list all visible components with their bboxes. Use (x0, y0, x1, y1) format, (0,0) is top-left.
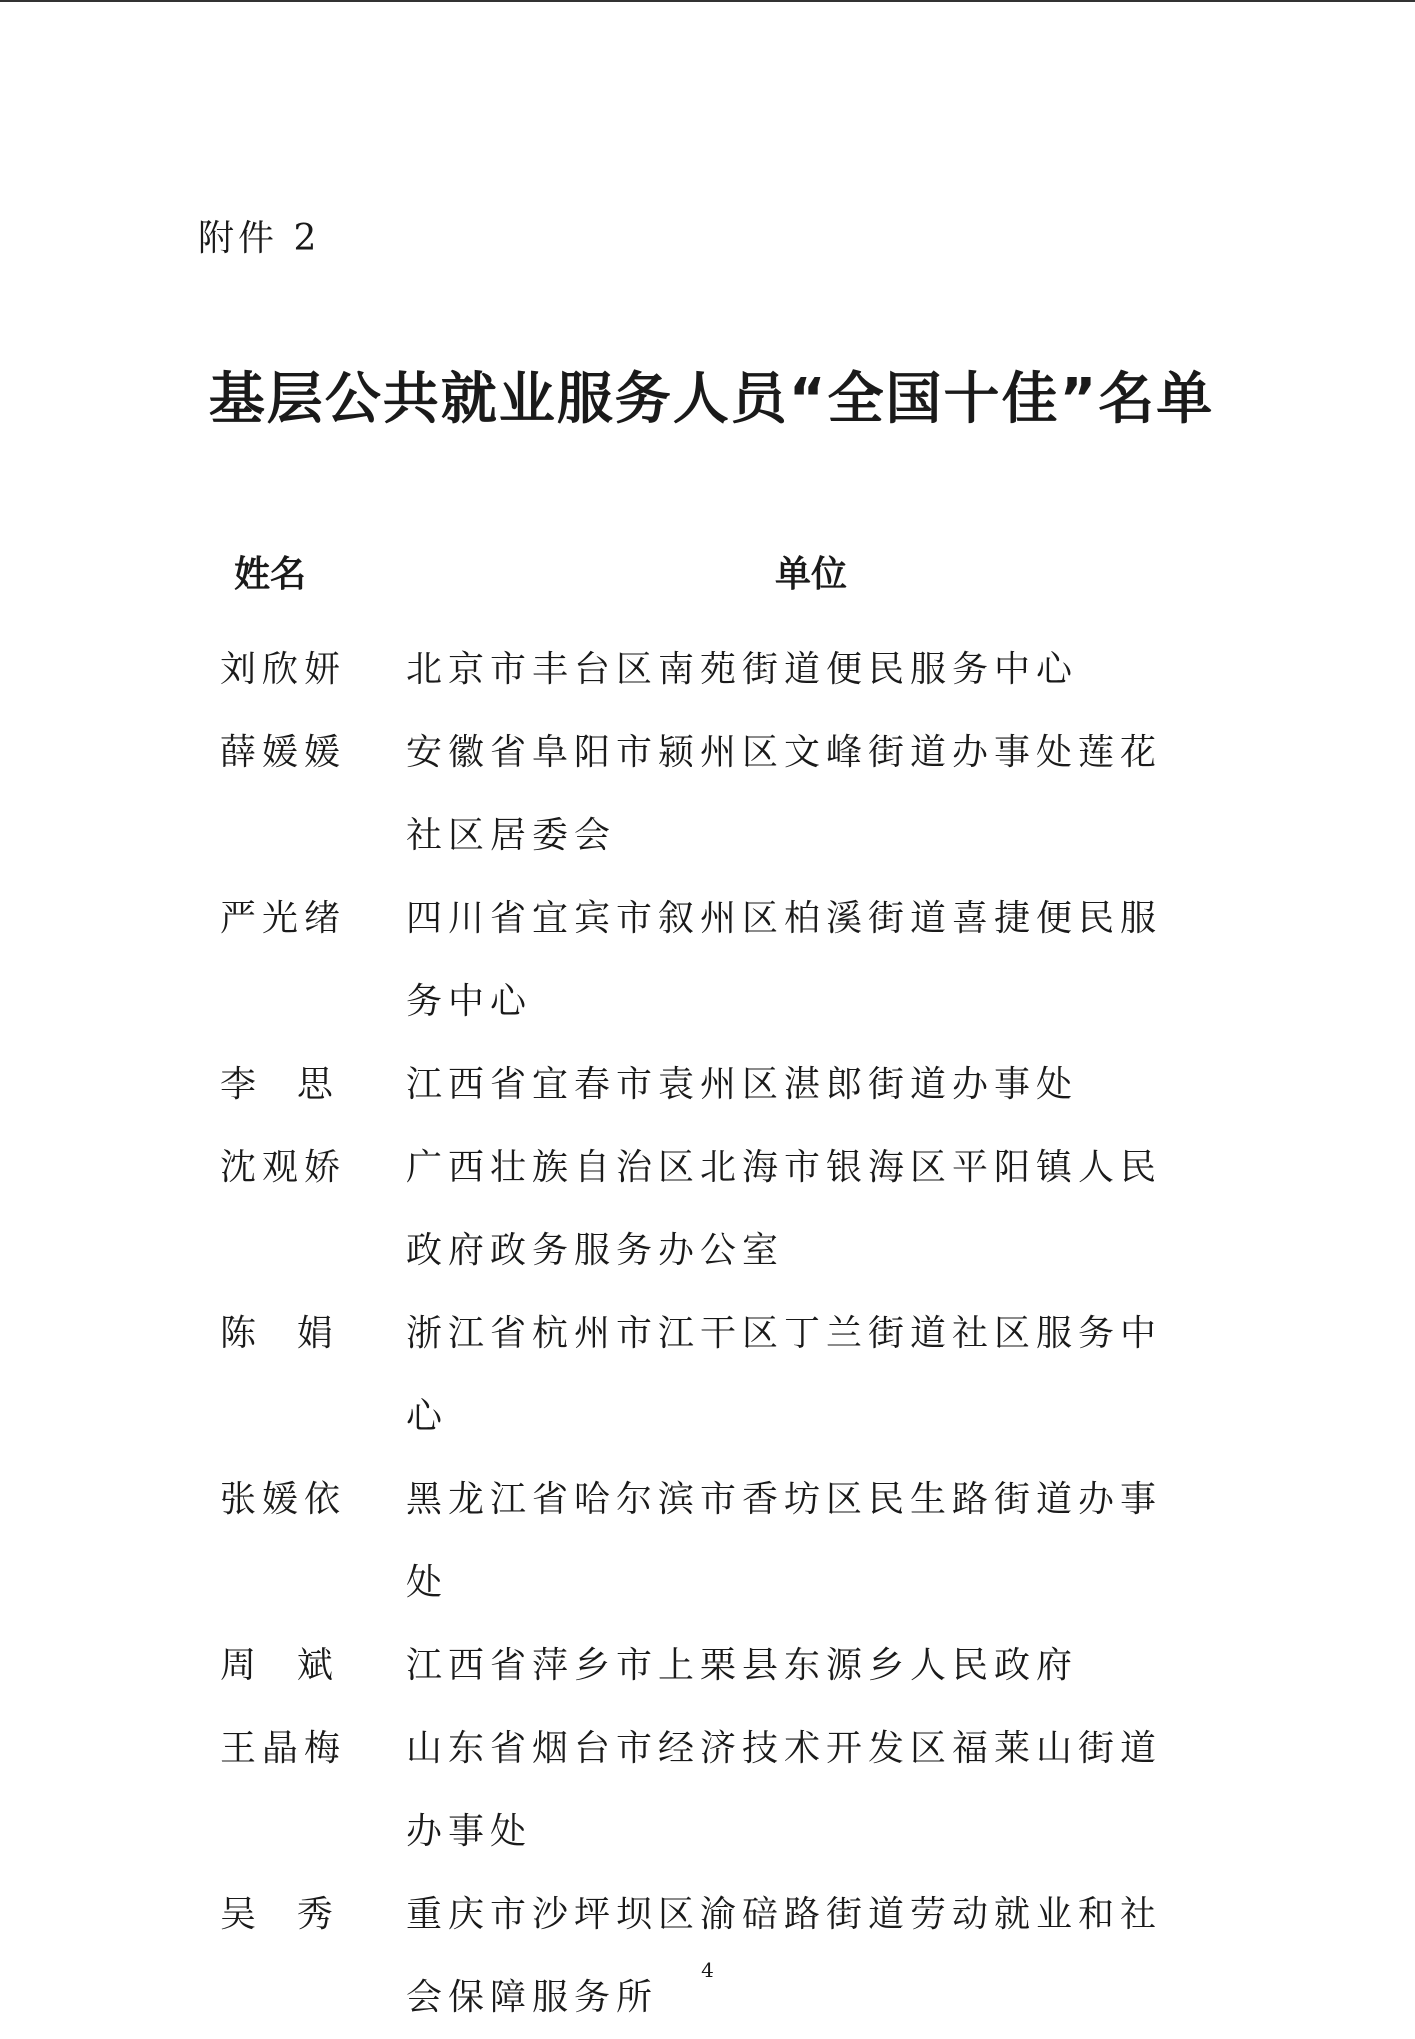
person-unit: 江西省萍乡市上栗县东源乡人民政府 (406, 1645, 1079, 1686)
person-name: 沈观娇 (220, 1147, 347, 1188)
table-row (220, 1873, 1220, 2039)
page-number: 4 (701, 1958, 714, 1982)
person-unit: 江西省宜春市袁州区湛郎街道办事处 (406, 1064, 1079, 1105)
person-name: 薛媛媛 (220, 732, 347, 773)
person-name: 刘欣妍 (220, 649, 347, 690)
person-unit: 安徽省阜阳市颍州区文峰街道办事处莲花社区居委会 (406, 732, 1163, 856)
table-rows (220, 628, 1220, 2039)
table-row (220, 1043, 1220, 1126)
person-unit: 广西壮族自治区北海市银海区平阳镇人民政府政务服务办公室 (406, 1147, 1163, 1271)
person-name: 严光绪 (220, 898, 347, 939)
person-unit: 四川省宜宾市叙州区柏溪街道喜捷便民服务中心 (406, 898, 1163, 1022)
person-unit: 山东省烟台市经济技术开发区福莱山街道办事处 (406, 1728, 1163, 1852)
table-row (220, 1126, 1220, 1292)
scan-edge-line (0, 0, 1415, 2)
document-title: 基层公共就业服务人员“全国十佳”名单 (208, 367, 1215, 432)
table-row (220, 1458, 1220, 1624)
person-name: 王晶梅 (220, 1728, 347, 1769)
person-name: 李 思 (220, 1064, 339, 1105)
honoree-table (220, 545, 1220, 2018)
person-name: 张媛依 (220, 1479, 347, 1520)
table-row (220, 1707, 1220, 1873)
person-unit: 黑龙江省哈尔滨市香坊区民生路街道办事处 (406, 1479, 1163, 1603)
person-name: 陈 娟 (220, 1313, 339, 1354)
attachment-label: 附件 2 (198, 218, 321, 259)
person-name: 吴 秀 (220, 1894, 339, 1935)
person-unit: 北京市丰台区南苑街道便民服务中心 (406, 649, 1079, 690)
table-row (220, 877, 1220, 1043)
person-unit: 重庆市沙坪坝区渝碚路街道劳动就业和社会保障服务所 (406, 1894, 1163, 2018)
table-row (220, 628, 1220, 711)
person-name: 周 斌 (220, 1645, 339, 1686)
table-row (220, 1292, 1220, 1458)
table-row (220, 711, 1220, 877)
table-row (220, 1624, 1220, 1707)
header-unit: 单位 (775, 554, 848, 595)
person-unit: 浙江省杭州市江干区丁兰街道社区服务中心 (406, 1313, 1163, 1437)
header-name: 姓名 (234, 554, 307, 595)
table-header (220, 545, 1220, 605)
